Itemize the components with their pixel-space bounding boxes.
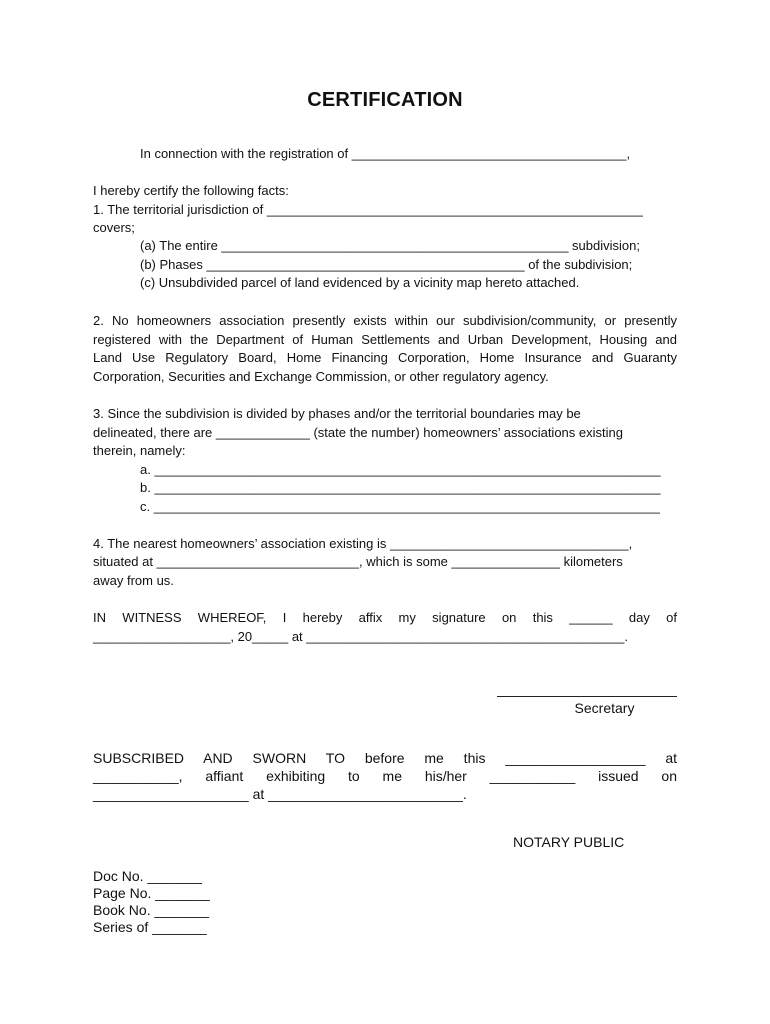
item4-line1: 4. The nearest homeowners’ association existing is _________________________________, <box>93 536 633 551</box>
item3-line2: delineated, there are _____________ (state the number) homeowners’ associations existing <box>93 425 623 440</box>
doc-no: Doc No. _______ <box>93 868 202 884</box>
item1-unsubdivided-parcel: (c) Unsubdivided parcel of land evidenced by a vicinity map hereto attached. <box>140 275 580 290</box>
witness-line2: ___________________, 20_____ at ____________________________________________. <box>93 629 628 644</box>
book-no: Book No. _______ <box>93 902 209 918</box>
item4-line2: situated at ____________________________, which is some _______________ kilometers <box>93 554 623 569</box>
sworn-line1: SUBSCRIBED AND SWORN TO before me this __________________ at <box>93 750 677 766</box>
item1-entire-subdivision: (a) The entire ________________________________________________ subdivision; <box>140 238 640 253</box>
item1-phases: (b) Phases ____________________________________________ of the subdivision; <box>140 257 633 272</box>
item3-blank-b: b. ______________________________________________________________________ <box>140 480 661 495</box>
item4-line3: away from us. <box>93 573 174 588</box>
signature-line <box>497 686 677 697</box>
sworn-line2: ___________, affiant exhibiting to me his/her ___________ issued on <box>93 768 677 784</box>
intro-registration-line: In connection with the registration of ______________________________________, <box>140 146 631 161</box>
item3-blank-c: c. ______________________________________________________________________ <box>140 499 660 514</box>
item1-jurisdiction-line: 1. The territorial jurisdiction of ____________________________________________________ <box>93 202 643 217</box>
page-no: Page No. _______ <box>93 885 210 901</box>
notary-public-label: NOTARY PUBLIC <box>513 834 625 850</box>
item2-line3: Land Use Regulatory Board, Home Financing Corporation, Home Insurance and Guaranty <box>93 350 677 365</box>
document-title: CERTIFICATION <box>307 89 463 111</box>
series-of: Series of _______ <box>93 919 207 935</box>
item2-line1: 2. No homeowners association presently exists within our subdivision/community, or presently <box>93 313 677 328</box>
signatory-title: Secretary <box>574 700 635 716</box>
item3-line3: therein, namely: <box>93 443 186 458</box>
item2-line4: Corporation, Securities and Exchange Commission, or other regulatory agency. <box>93 369 549 384</box>
certify-heading: I hereby certify the following facts: <box>93 183 289 198</box>
item3-line1: 3. Since the subdivision is divided by phases and/or the territorial boundaries may be <box>93 406 581 421</box>
item3-blank-a: a. ______________________________________________________________________ <box>140 462 661 477</box>
item1-covers: covers; <box>93 220 135 235</box>
sworn-line3: ____________________ at _________________________. <box>93 786 467 802</box>
witness-line1: IN WITNESS WHEREOF, I hereby affix my signature on this ______ day of <box>93 610 677 625</box>
item2-line2: registered with the Department of Human Settlements and Urban Development, Housing and <box>93 332 677 347</box>
